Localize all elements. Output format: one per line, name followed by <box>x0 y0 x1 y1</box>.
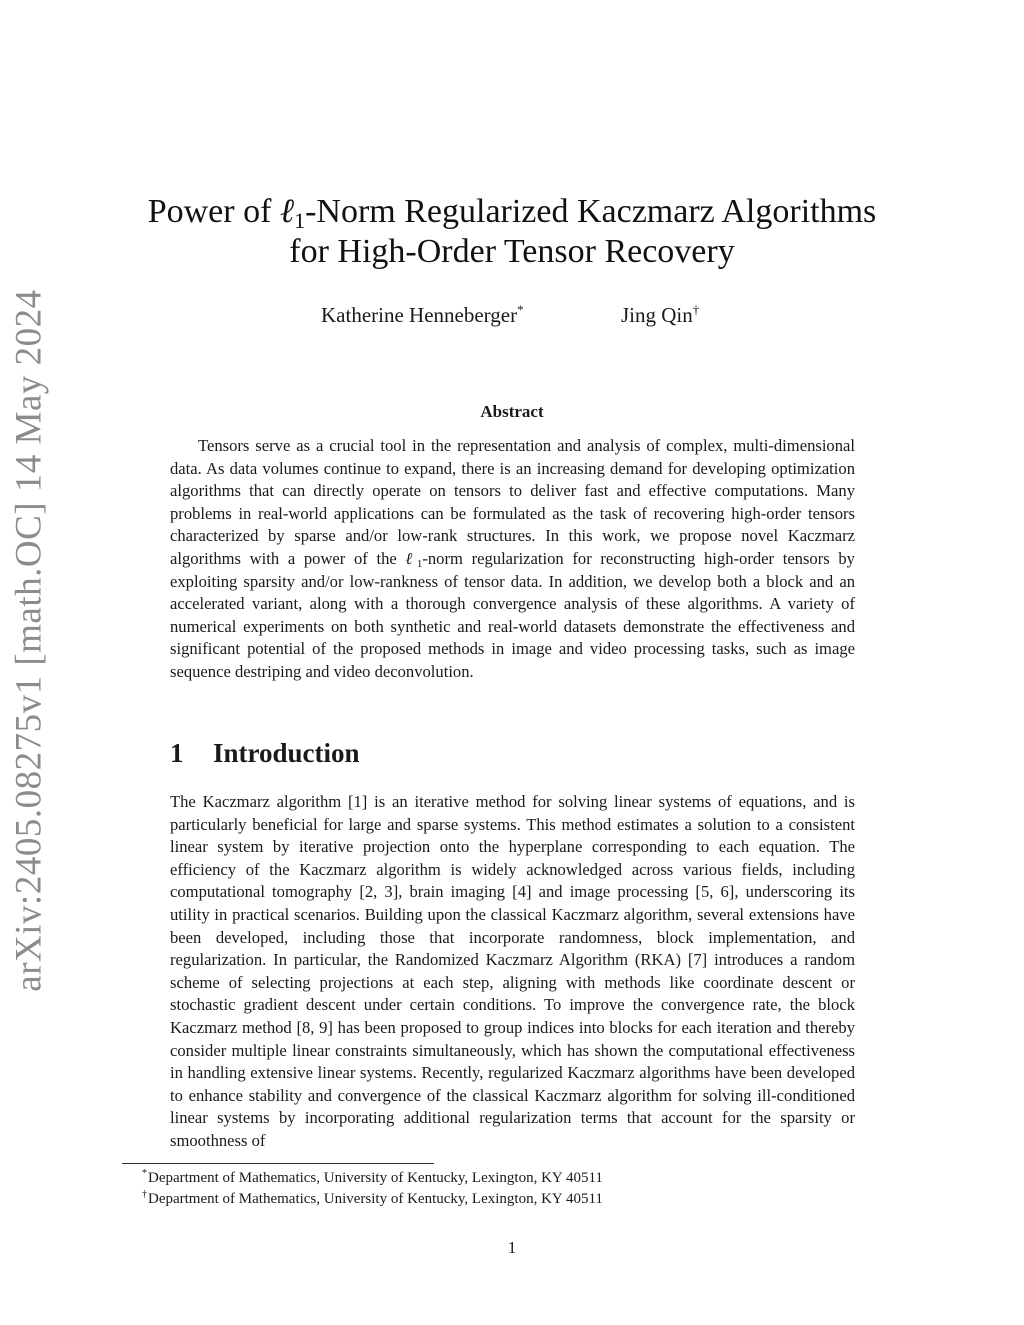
paper-title <box>0 192 1024 272</box>
footnote-2: †Department of Mathematics, University of Kentucky, Lexington, KY 40511 <box>142 1189 603 1207</box>
arxiv-id: arXiv:2405.08275v1 [math.OC] 14 May 2024 <box>8 288 50 992</box>
footnote-rule <box>122 1163 434 1164</box>
introduction-paragraph: The Kaczmarz algorithm [1] is an iterative method for solving linear systems of equations, and is particularly beneficial for large and sparse systems. This method estimates a solution to a consistent linear system by iterative projection onto the hyperplane corresponding to each equation. The efficiency of the Kaczmarz algorithm is widely acknowledged across various fields, including computational tomography [2, 3], brain imaging [4] and image processing [5, 6], underscoring its utility in practical scenarios. Building upon the classical Kaczmarz algorithm, several extensions have been developed, including those that incorporate randomness, block implementation, and regularization. In particular, the Randomized Kaczmarz Algorithm (RKA) [7] introduces a random scheme of selecting projections at each step, aligning with methods like coordinate descent or stochastic gradient descent under certain conditions. To improve the convergence rate, the block Kaczmarz method [8, 9] has been proposed to group indices into blocks for each iteration and thereby consider multiple linear constraints simultaneously, which has shown the computational effectiveness in handling extensive linear systems. Recently, regularized Kaczmarz algorithms have been developed to enhance stability and convergence of the classical Kaczmarz algorithm for solving ill-conditioned linear systems by incorporating additional regularization terms that account for the sparsity or smoothness of <box>170 792 855 1150</box>
footnotes <box>142 1168 603 1210</box>
abstract-heading: Abstract <box>480 402 544 421</box>
title-line-1: Power of ℓ$_1$-Norm Regularized Kaczmarz Algorithms <box>147 193 877 233</box>
footnote-1: *Department of Mathematics, University of Kentucky, Lexington, KY 40511 <box>142 1168 603 1186</box>
author-2: Jing Qin† <box>621 302 700 327</box>
section-number: 1 <box>170 738 184 768</box>
section-heading-introduction <box>170 738 360 769</box>
author-1: Katherine Henneberger* <box>321 302 524 327</box>
title-line-2: for High-Order Tensor Recovery <box>289 233 735 270</box>
author-list <box>0 303 1024 333</box>
section-title-text: Introduction <box>213 738 360 768</box>
abstract-body: Tensors serve as a crucial tool in the representation and analysis of complex, multi-dimensional data. As data volumes continue to expand, there is an increasing demand for developing optimization algorithms that can directly operate on tensors to deliver fast and effective computations. Many problems in real-world applications can be formulated as the task of recovering high-order tensors characterized by sparse and/or low-rank structures. In this work, we propose novel Kaczmarz algorithms with a power of the ℓ1-norm regularization for reconstructing high-order tensors by exploiting sparsity and/or low-rankness of tensor data. In addition, we develop both a block and an accelerated variant, along with a thorough convergence analysis of these algorithms. A variety of numerical experiments on both synthetic and real-world datasets demonstrate the effectiveness and significant potential of the proposed methods in image and video processing tasks, such as image sequence destriping and video deconvolution. <box>170 436 855 681</box>
page-number: 1 <box>507 1238 517 1257</box>
